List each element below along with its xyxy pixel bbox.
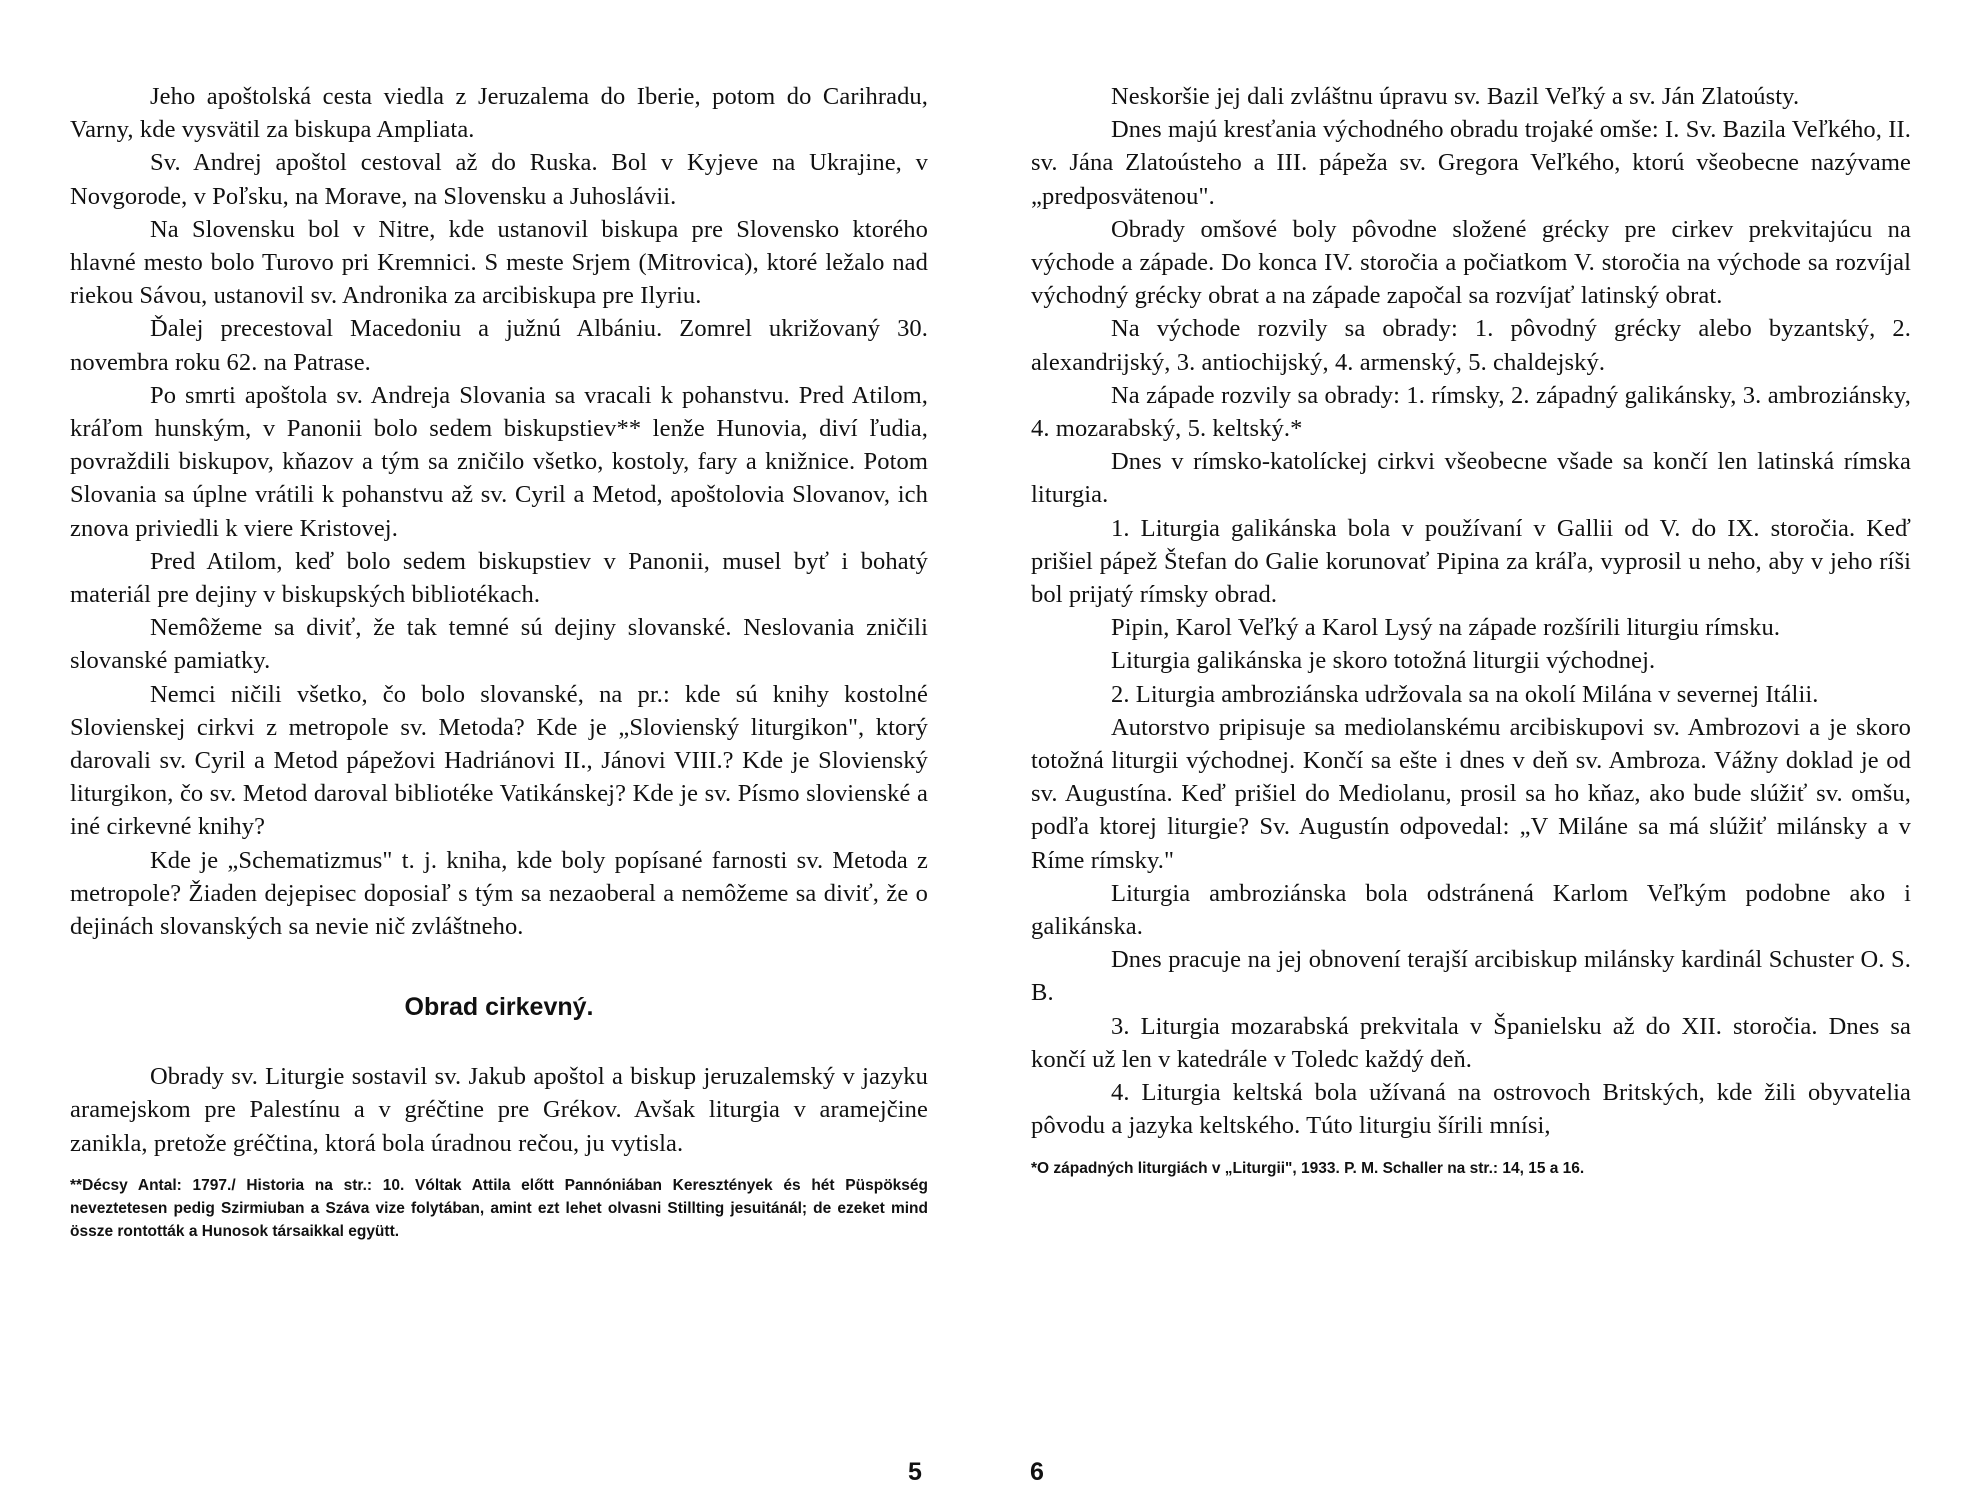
paragraph: Pred Atilom, keď bolo sedem biskupstiev v Panonii, musel byť i bohatý materiál pre dejiny v biskupských bibliotékach.: [70, 547, 928, 609]
paragraph: Obrady omšové boly pôvodne složené grécky pre cirkev prekvitajúcu na východe a západe. Do konca IV. storočia a počiatkom V. storočia na východe sa rozvíjal východný grécky obrat a na západe započal sa rozvíjať latinský obrat.: [1031, 215, 1911, 310]
right-page: [981, 0, 1962, 1500]
right-text-column: [1031, 80, 1911, 1195]
paragraph: Na Slovensku bol v Nitre, kde ustanovil biskupa pre Slovensko ktorého hlavné mesto bolo Turovo pri Kremnici. S meste Srjem (Mitrovica), ktoré ležalo nad riekou Sávou, ustanovil sv. Andronika za arcibiskupa pre Ilyriu.: [70, 215, 928, 310]
paragraph: 3. Liturgia mozarabská prekvitala v Španielsku až do XII. storočia. Dnes sa končí už len v katedrále v Toledc každý deň.: [1031, 1012, 1911, 1073]
paragraph: Na východe rozvily sa obrady: 1. pôvodný grécky alebo byzantský, 2. alexandrijský, 3. antiochijský, 4. armenský, 5. chaldejský.: [1031, 315, 1911, 376]
footnote: *O západných liturgiách v „Liturgii", 1933. P. M. Schaller na str.: 14, 15 a 16.: [1031, 1159, 1585, 1177]
footnote: **Décsy Antal: 1797./ Historia na str.: 10. Vóltak Attila előtt Pannóniában Keresztények és hét Püspökség neveztetesen pedig Szirmiuban a Száva vize folytában, amint ezt lehet olvasni Stillting jesuitánál; de ezeket mind össze rontották a Hunosok társaikkal együtt.: [70, 1176, 928, 1240]
paragraph: Obrady sv. Liturgie sostavil sv. Jakub apoštol a biskup jeruzalemský v jazyku aramejskom pre Palestínu a v gréčtine pre Grékov. Avšak liturgia v aramejčine zanikla, pretože gréčtina, ktorá bola úradnou rečou, ju vytisla.: [70, 1063, 928, 1157]
paragraph: Dnes pracuje na jej obnovení terajší arcibiskup milánsky kardinál Schuster O. S. B.: [1031, 946, 1911, 1007]
page-number: 5: [908, 1458, 922, 1486]
paragraph: Dnes majú kresťania východného obradu trojaké omše: I. Sv. Bazila Veľkého, II. sv. Jána Zlatoústeho a III. pápeža sv. Gregora Veľkého, ktorú všeobecne nazývame „predposvätenou".: [1031, 116, 1911, 210]
left-text-column: [70, 80, 928, 1258]
paragraph: Nemôžeme sa diviť, že tak temné sú dejiny slovanské. Neslovania zničili slovanské pamiatky.: [70, 614, 928, 675]
paragraph: Liturgia galikánska je skoro totožná liturgii východnej.: [1111, 647, 1656, 675]
paragraph: Na západe rozvily sa obrady: 1. rímsky, 2. západný galikánsky, 3. ambroziánsky, 4. mozarabský, 5. keltský.*: [1031, 381, 1911, 443]
paragraph: Dnes v rímsko-katolíckej cirkvi všeobecne všade sa končí len latinská rímska liturgia.: [1031, 448, 1911, 509]
section-heading: Obrad cirkevný.: [404, 993, 594, 1022]
paragraph: Liturgia ambroziánska bola odstránená Karlom Veľkým podobne ako i galikánska.: [1031, 879, 1911, 941]
paragraph: Kde je „Schematizmus" t. j. kniha, kde boly popísané farnosti sv. Metoda z metropole? Žiaden dejepisec doposiaľ s tým sa nezaoberal a nemôžeme sa diviť, že o dejinách slovanských sa nevie nič zvláštneho.: [70, 846, 928, 941]
paragraph: 4. Liturgia keltská bola užívaná na ostrovoch Britských, kde žili obyvatelia pôvodu a jazyka keltského. Túto liturgiu šírili mnísi,: [1031, 1079, 1911, 1140]
paragraph: Ďalej precestoval Macedoniu a južnú Albániu. Zomrel ukrižovaný 30. novembra roku 62. na Patrase.: [70, 315, 928, 376]
paragraph: 2. Liturgia ambroziánska udržovala sa na okolí Milána v severnej Itálii.: [1111, 680, 1819, 708]
paragraph: Pipin, Karol Veľký a Karol Lysý na západe rozšírili liturgiu rímsku.: [1111, 614, 1781, 642]
paragraph: Neskoršie jej dali zvláštnu úpravu sv. Bazil Veľký a sv. Ján Zlatoústy.: [1111, 83, 1800, 110]
paragraph: Nemci ničili všetko, čo bolo slovanské, na pr.: kde sú knihy kostolné Slovienskej cirkvi z metropole sv. Metoda? Kde je „Slovienský liturgikon", ktorý darovali sv. Cyril a Metod pápežovi Hadriánovi II., Jánovi VIII.? Kde je Slovienský liturgikon, čo sv. Metod daroval bibliotéke Vatikánskej? Kde je sv. Písmo slovienské a iné cirkevné knihy?: [70, 680, 928, 841]
page-number: 6: [1030, 1458, 1044, 1486]
paragraph: Autorstvo pripisuje sa mediolanskému arcibiskupovi sv. Ambrozovi a je skoro totožná liturgii východnej. Končí sa ešte i dnes v deň sv. Ambroza. Vážny doklad je od sv. Augustína. Keď prišiel do Mediolanu, prosil sa ho kňaz, ako bude slúžiť sv. omšu, podľa ktorej liturgie? Sv. Augustín odpovedal: „V Miláne sa má slúžiť milánsky a v Ríme rímsky.": [1031, 713, 1911, 874]
paragraph: Sv. Andrej apoštol cestoval až do Ruska. Bol v Kyjeve na Ukrajine, v Novgorode, v Poľsku, na Morave, na Slovensku a Juhoslávii.: [70, 149, 928, 210]
paragraph: Jeho apoštolská cesta viedla z Jeruzalema do Iberie, potom do Carihradu, Varny, kde vysvätil za biskupa Ampliata.: [70, 83, 928, 144]
paragraph: Po smrti apoštola sv. Andreja Slovania sa vracali k pohanstvu. Pred Atilom, kráľom hunským, v Panonii bolo sedem biskupstiev** lenže Hunovia, diví ľudia, povraždili biskupov, kňazov a tým sa zničilo všetko, kostoly, fary a knižnice. Potom Slovania sa úplne vrátili k pohanstvu až sv. Cyril a Metod, apoštolovia Slovanov, ich znova priviedli k viere Kristovej.: [70, 381, 928, 542]
paragraph: 1. Liturgia galikánska bola v používaní v Gallii od V. do IX. storočia. Keď prišiel pápež Štefan do Galie korunovať Pipina za kráľa, vyprosil u neho, aby v jeho ríši bol prijatý rímsky obrad.: [1031, 514, 1911, 609]
